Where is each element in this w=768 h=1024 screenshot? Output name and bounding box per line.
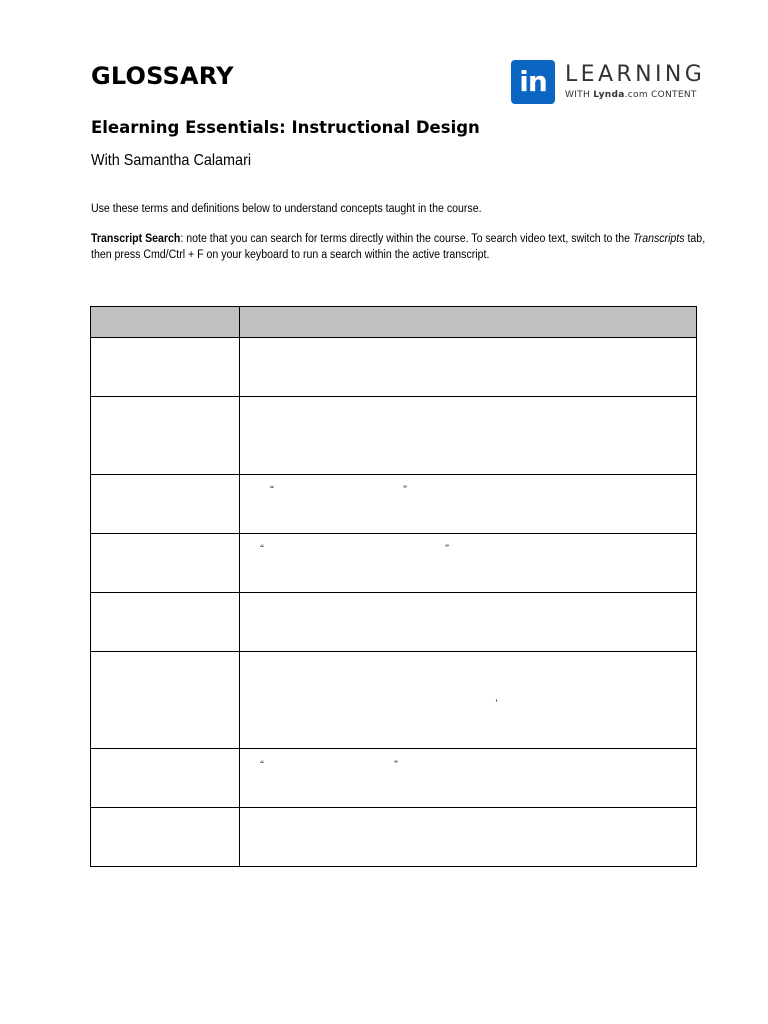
table-row	[91, 749, 697, 808]
term-cell	[91, 475, 240, 534]
course-author: With Samantha Calamari	[91, 152, 252, 169]
definition-cell	[240, 749, 697, 808]
intro-text: Use these terms and definitions below to understand concepts taught in the course.	[91, 203, 482, 215]
term-cell	[91, 749, 240, 808]
definition-cell	[240, 338, 697, 397]
glossary-table	[90, 306, 697, 867]
term-cell	[91, 397, 240, 475]
table-row	[91, 397, 697, 475]
linkedin-learning-logo	[511, 60, 711, 106]
term-cell	[91, 808, 240, 867]
term-cell	[91, 652, 240, 749]
table-row	[91, 808, 697, 867]
course-title: Elearning Essentials: Instructional Design	[91, 118, 480, 137]
definition-cell	[240, 808, 697, 867]
table-row	[91, 593, 697, 652]
linkedin-in-icon: in	[511, 60, 555, 104]
table-row	[91, 475, 697, 534]
term-cell	[91, 338, 240, 397]
definition-cell	[240, 397, 697, 475]
definition-header-cell	[240, 307, 697, 338]
open-quote-mark: “	[270, 484, 274, 494]
term-header-cell	[91, 307, 240, 338]
open-quote-mark: “	[260, 759, 264, 769]
close-quote-mark: ”	[445, 543, 449, 553]
open-quote-mark: “	[260, 543, 264, 553]
term-cell	[91, 534, 240, 593]
definition-cell	[240, 652, 697, 749]
close-quote-mark: ”	[394, 759, 398, 769]
definition-cell	[240, 593, 697, 652]
logo-wordmark: LEARNING	[565, 62, 706, 87]
table-row	[91, 338, 697, 397]
glossary-title: GLOSSARY	[91, 62, 234, 90]
transcript-search-note: Transcript Search: note that you can search for terms directly within the course. To search video text, switch to the Transcripts tab, then press Cmd/Ctrl + F on your keyboard to run a search within the active transcript.	[91, 233, 706, 261]
apostrophe-mark: ’	[495, 698, 498, 708]
transcript-search-label: Transcript Search	[91, 233, 181, 245]
term-cell	[91, 593, 240, 652]
definition-cell	[240, 475, 697, 534]
table-row	[91, 534, 697, 593]
table-row	[91, 652, 697, 749]
logo-subtitle: WITH Lynda.com CONTENT	[565, 90, 697, 100]
table-header-row	[91, 307, 697, 338]
close-quote-mark: ”	[403, 484, 407, 494]
definition-cell	[240, 534, 697, 593]
